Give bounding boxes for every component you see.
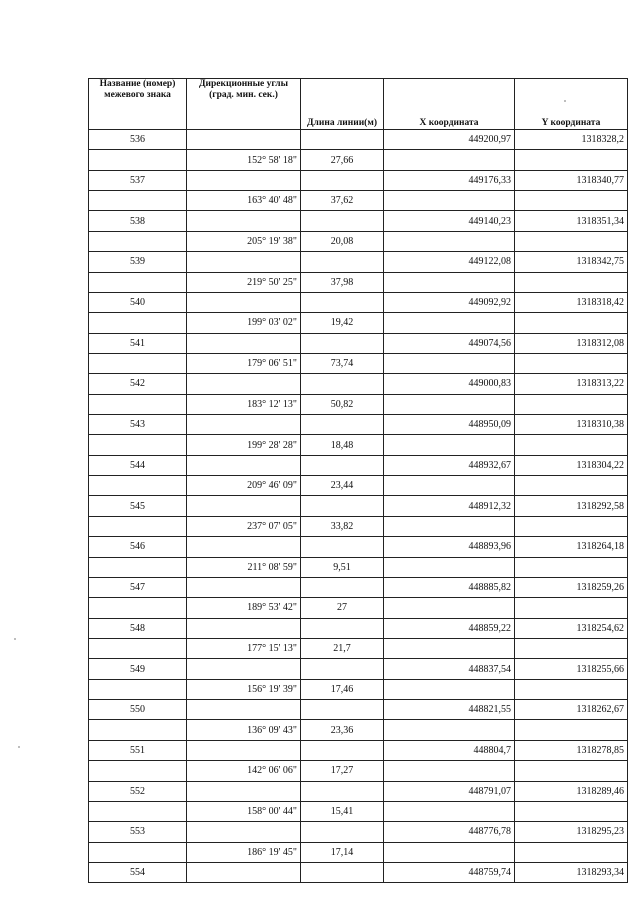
cell-y-coordinate: 1318262,67	[515, 700, 628, 720]
cell-line-length	[301, 659, 384, 679]
cell-y-coordinate: 1318293,34	[515, 862, 628, 882]
scan-speck	[14, 638, 16, 640]
cell-y-coordinate	[515, 272, 628, 292]
cell-mark-name: 544	[89, 455, 187, 475]
cell-mark-name: 552	[89, 781, 187, 801]
cell-line-length	[301, 496, 384, 516]
table-row-segment	[89, 191, 628, 211]
cell-x-coordinate: 449176,33	[384, 170, 515, 190]
cell-y-coordinate	[515, 313, 628, 333]
cell-x-coordinate	[384, 353, 515, 373]
table-row-mark	[89, 659, 628, 679]
cell-direction-angle	[187, 415, 301, 435]
cell-direction-angle	[187, 170, 301, 190]
cell-y-coordinate	[515, 638, 628, 658]
cell-y-coordinate: 1318310,38	[515, 415, 628, 435]
cell-x-coordinate: 448821,55	[384, 700, 515, 720]
cell-line-length: 17,46	[301, 679, 384, 699]
cell-mark-name	[89, 435, 187, 455]
cell-y-coordinate: 1318289,46	[515, 781, 628, 801]
cell-y-coordinate: 1318313,22	[515, 374, 628, 394]
cell-x-coordinate	[384, 272, 515, 292]
cell-direction-angle: 136° 09' 43"	[187, 720, 301, 740]
cell-x-coordinate	[384, 150, 515, 170]
cell-line-length: 37,62	[301, 191, 384, 211]
cell-y-coordinate	[515, 353, 628, 373]
cell-line-length	[301, 292, 384, 312]
cell-direction-angle: 211° 08' 59"	[187, 557, 301, 577]
table-row-mark	[89, 577, 628, 597]
cell-y-coordinate	[515, 476, 628, 496]
cell-x-coordinate: 449092,92	[384, 292, 515, 312]
table-row-mark	[89, 618, 628, 638]
cell-direction-angle	[187, 130, 301, 150]
cell-line-length: 23,44	[301, 476, 384, 496]
cell-line-length	[301, 415, 384, 435]
cell-direction-angle	[187, 496, 301, 516]
cell-mark-name: 550	[89, 700, 187, 720]
cell-direction-angle	[187, 740, 301, 760]
table-header-row	[89, 79, 628, 130]
cell-mark-name: 554	[89, 862, 187, 882]
table-row-segment	[89, 272, 628, 292]
cell-mark-name: 547	[89, 577, 187, 597]
cell-line-length: 27	[301, 598, 384, 618]
header-y-coordinate: Y координата	[515, 79, 628, 130]
cell-direction-angle	[187, 537, 301, 557]
cell-mark-name: 541	[89, 333, 187, 353]
cell-x-coordinate	[384, 231, 515, 251]
cell-mark-name: 551	[89, 740, 187, 760]
cell-line-length: 19,42	[301, 313, 384, 333]
cell-direction-angle: 237° 07' 05"	[187, 516, 301, 536]
cell-line-length	[301, 618, 384, 638]
cell-x-coordinate	[384, 435, 515, 455]
cell-y-coordinate	[515, 150, 628, 170]
cell-line-length: 15,41	[301, 801, 384, 821]
cell-x-coordinate	[384, 476, 515, 496]
cell-mark-name: 542	[89, 374, 187, 394]
cell-line-length	[301, 170, 384, 190]
cell-x-coordinate	[384, 313, 515, 333]
cell-line-length	[301, 862, 384, 882]
cell-direction-angle: 186° 19' 45"	[187, 842, 301, 862]
cell-direction-angle: 152° 58' 18"	[187, 150, 301, 170]
cell-mark-name	[89, 720, 187, 740]
table-row-mark	[89, 333, 628, 353]
table-row-mark	[89, 781, 628, 801]
table-row-mark	[89, 211, 628, 231]
cell-direction-angle	[187, 211, 301, 231]
cell-direction-angle	[187, 781, 301, 801]
cell-direction-angle	[187, 862, 301, 882]
cell-line-length	[301, 252, 384, 272]
cell-direction-angle	[187, 659, 301, 679]
cell-y-coordinate	[515, 801, 628, 821]
table-row-mark	[89, 130, 628, 150]
cell-line-length: 23,36	[301, 720, 384, 740]
cell-mark-name	[89, 679, 187, 699]
cell-line-length	[301, 700, 384, 720]
cell-direction-angle: 219° 50' 25"	[187, 272, 301, 292]
cell-line-length	[301, 130, 384, 150]
cell-mark-name	[89, 557, 187, 577]
table-row-mark	[89, 292, 628, 312]
cell-mark-name: 538	[89, 211, 187, 231]
cell-mark-name	[89, 231, 187, 251]
cell-direction-angle	[187, 822, 301, 842]
cell-x-coordinate	[384, 557, 515, 577]
cell-y-coordinate	[515, 516, 628, 536]
cell-mark-name: 546	[89, 537, 187, 557]
cell-x-coordinate: 448932,67	[384, 455, 515, 475]
cell-line-length: 9,51	[301, 557, 384, 577]
cell-line-length: 37,98	[301, 272, 384, 292]
table-row-segment	[89, 231, 628, 251]
cell-line-length	[301, 374, 384, 394]
cell-direction-angle	[187, 700, 301, 720]
cell-direction-angle: 163° 40' 48"	[187, 191, 301, 211]
cell-line-length: 21,7	[301, 638, 384, 658]
cell-direction-angle	[187, 618, 301, 638]
cell-direction-angle: 199° 03' 02"	[187, 313, 301, 333]
table-row-segment	[89, 150, 628, 170]
cell-line-length	[301, 455, 384, 475]
cell-direction-angle: 209° 46' 09"	[187, 476, 301, 496]
cell-y-coordinate: 1318254,62	[515, 618, 628, 638]
cell-y-coordinate	[515, 598, 628, 618]
cell-x-coordinate: 448885,82	[384, 577, 515, 597]
cell-y-coordinate: 1318264,18	[515, 537, 628, 557]
cell-mark-name: 540	[89, 292, 187, 312]
cell-line-length: 33,82	[301, 516, 384, 536]
cell-direction-angle: 156° 19' 39"	[187, 679, 301, 699]
cell-x-coordinate	[384, 842, 515, 862]
cell-direction-angle: 177° 15' 13"	[187, 638, 301, 658]
cell-x-coordinate: 449200,97	[384, 130, 515, 150]
cell-line-length	[301, 333, 384, 353]
cell-mark-name	[89, 638, 187, 658]
table-row-mark	[89, 822, 628, 842]
table-row-segment	[89, 720, 628, 740]
table-row-mark	[89, 252, 628, 272]
table-row-segment	[89, 476, 628, 496]
cell-y-coordinate	[515, 191, 628, 211]
cell-mark-name	[89, 150, 187, 170]
cell-y-coordinate: 1318340,77	[515, 170, 628, 190]
cell-x-coordinate	[384, 598, 515, 618]
table-row-mark	[89, 455, 628, 475]
table-row-segment	[89, 842, 628, 862]
table-row-segment	[89, 353, 628, 373]
cell-line-length: 27,66	[301, 150, 384, 170]
table-row-segment	[89, 761, 628, 781]
cell-x-coordinate: 449000,83	[384, 374, 515, 394]
cell-mark-name	[89, 476, 187, 496]
cell-y-coordinate: 1318342,75	[515, 252, 628, 272]
cell-x-coordinate: 448893,96	[384, 537, 515, 557]
table-row-mark	[89, 862, 628, 882]
cell-line-length: 17,14	[301, 842, 384, 862]
cell-x-coordinate: 449074,56	[384, 333, 515, 353]
cell-y-coordinate: 1318318,42	[515, 292, 628, 312]
cell-line-length	[301, 211, 384, 231]
cell-line-length	[301, 781, 384, 801]
cell-mark-name	[89, 353, 187, 373]
cell-mark-name: 543	[89, 415, 187, 435]
cell-direction-angle	[187, 333, 301, 353]
cell-x-coordinate	[384, 761, 515, 781]
table-row-segment	[89, 679, 628, 699]
cell-direction-angle: 142° 06' 06"	[187, 761, 301, 781]
cell-direction-angle: 189° 53' 42"	[187, 598, 301, 618]
cell-y-coordinate: 1318259,26	[515, 577, 628, 597]
cell-direction-angle: 183° 12' 13"	[187, 394, 301, 414]
cell-line-length	[301, 822, 384, 842]
cell-x-coordinate	[384, 191, 515, 211]
cell-x-coordinate	[384, 394, 515, 414]
cell-x-coordinate: 449140,23	[384, 211, 515, 231]
table-row-segment	[89, 638, 628, 658]
cell-line-length: 17,27	[301, 761, 384, 781]
cell-x-coordinate: 449122,08	[384, 252, 515, 272]
cell-direction-angle	[187, 252, 301, 272]
cell-direction-angle: 179° 06' 51"	[187, 353, 301, 373]
cell-line-length	[301, 577, 384, 597]
cell-mark-name: 549	[89, 659, 187, 679]
cell-direction-angle: 158° 00' 44"	[187, 801, 301, 821]
cell-direction-angle	[187, 455, 301, 475]
cell-y-coordinate: 1318351,34	[515, 211, 628, 231]
cell-y-coordinate	[515, 435, 628, 455]
cell-x-coordinate: 448776,78	[384, 822, 515, 842]
cell-x-coordinate: 448759,74	[384, 862, 515, 882]
cell-x-coordinate: 448791,07	[384, 781, 515, 801]
scan-speck	[18, 746, 20, 748]
table-row-segment	[89, 598, 628, 618]
cell-mark-name	[89, 394, 187, 414]
cell-mark-name	[89, 313, 187, 333]
header-mark-name: Название (номер) межевого знака	[89, 79, 187, 130]
cell-y-coordinate	[515, 557, 628, 577]
cell-mark-name	[89, 272, 187, 292]
table-row-segment	[89, 313, 628, 333]
cell-line-length	[301, 537, 384, 557]
cell-mark-name	[89, 842, 187, 862]
cell-y-coordinate	[515, 394, 628, 414]
cell-mark-name	[89, 598, 187, 618]
table-row-mark	[89, 537, 628, 557]
cell-x-coordinate	[384, 801, 515, 821]
table-row-mark	[89, 496, 628, 516]
table-row-segment	[89, 801, 628, 821]
table-row-segment	[89, 435, 628, 455]
cell-x-coordinate	[384, 720, 515, 740]
header-direction-angle: Дирекционные углы (град. мин. сек.)	[187, 79, 301, 130]
boundary-marks-table	[88, 78, 628, 883]
cell-direction-angle	[187, 374, 301, 394]
cell-y-coordinate: 1318292,58	[515, 496, 628, 516]
cell-y-coordinate	[515, 761, 628, 781]
cell-x-coordinate	[384, 679, 515, 699]
table-row-mark	[89, 415, 628, 435]
header-line-length: Длина линии(м)	[301, 79, 384, 130]
header-x-coordinate: X координата	[384, 79, 515, 130]
cell-x-coordinate: 448837,54	[384, 659, 515, 679]
cell-x-coordinate	[384, 516, 515, 536]
cell-mark-name	[89, 801, 187, 821]
cell-mark-name: 553	[89, 822, 187, 842]
table-row-segment	[89, 516, 628, 536]
cell-mark-name	[89, 516, 187, 536]
cell-line-length: 18,48	[301, 435, 384, 455]
cell-y-coordinate: 1318255,66	[515, 659, 628, 679]
table-row-mark	[89, 170, 628, 190]
cell-x-coordinate	[384, 638, 515, 658]
cell-y-coordinate	[515, 679, 628, 699]
table-row-mark	[89, 374, 628, 394]
table-row-segment	[89, 394, 628, 414]
cell-mark-name	[89, 761, 187, 781]
cell-mark-name: 548	[89, 618, 187, 638]
cell-y-coordinate: 1318278,85	[515, 740, 628, 760]
cell-line-length: 73,74	[301, 353, 384, 373]
cell-mark-name	[89, 191, 187, 211]
table-row-mark	[89, 700, 628, 720]
cell-x-coordinate: 448859,22	[384, 618, 515, 638]
cell-line-length	[301, 740, 384, 760]
cell-direction-angle	[187, 292, 301, 312]
cell-line-length: 50,82	[301, 394, 384, 414]
cell-y-coordinate: 1318304,22	[515, 455, 628, 475]
cell-mark-name: 537	[89, 170, 187, 190]
cell-direction-angle: 199° 28' 28"	[187, 435, 301, 455]
cell-y-coordinate	[515, 231, 628, 251]
cell-direction-angle	[187, 577, 301, 597]
cell-y-coordinate	[515, 842, 628, 862]
cell-y-coordinate: 1318295,23	[515, 822, 628, 842]
cell-y-coordinate: 1318312,08	[515, 333, 628, 353]
cell-line-length: 20,08	[301, 231, 384, 251]
cell-y-coordinate	[515, 720, 628, 740]
cell-mark-name: 536	[89, 130, 187, 150]
table-row-mark	[89, 740, 628, 760]
cell-mark-name: 545	[89, 496, 187, 516]
cell-x-coordinate: 448950,09	[384, 415, 515, 435]
cell-direction-angle: 205° 19' 38"	[187, 231, 301, 251]
cell-x-coordinate: 448804,7	[384, 740, 515, 760]
cell-mark-name: 539	[89, 252, 187, 272]
table-row-segment	[89, 557, 628, 577]
cell-y-coordinate: 1318328,2	[515, 130, 628, 150]
cell-x-coordinate: 448912,32	[384, 496, 515, 516]
